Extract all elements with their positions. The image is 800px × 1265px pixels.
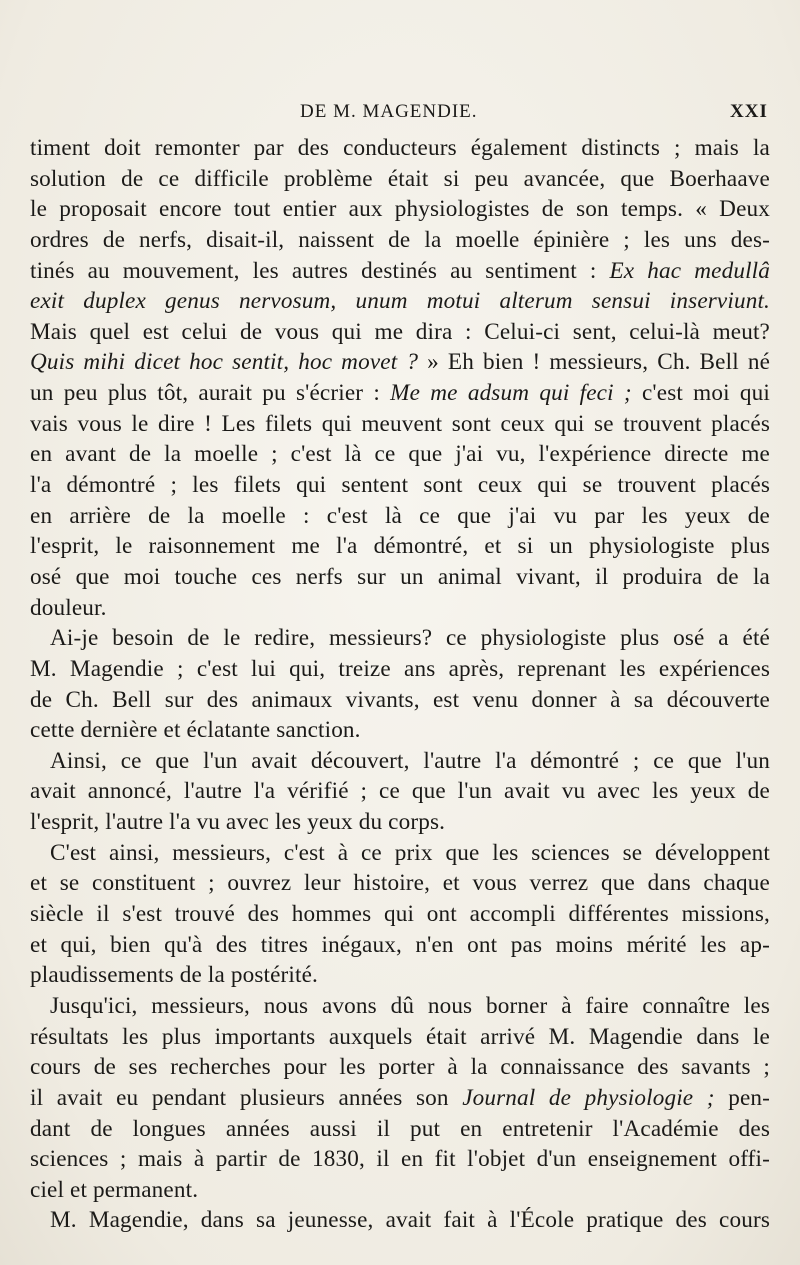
- line-text: il avait eu pendant plusieurs années son: [30, 1084, 463, 1111]
- line-text: Ainsi, ce que l'un avait découvert, l'autre l'a démontré ; ce que l'un: [50, 747, 770, 774]
- line-text: avait annoncé, l'autre l'a vérifié ; ce que l'un avait vu avec les yeux de: [30, 778, 770, 805]
- line-text: osé que moi touche ces nerfs sur un animal vivant, il produira de la: [30, 563, 770, 590]
- text-line: [30, 531, 770, 562]
- line-text: cette dernière et éclatante sanction.: [30, 717, 361, 744]
- text-line: [30, 470, 770, 501]
- running-head: [0, 97, 800, 127]
- text-line: [30, 776, 770, 807]
- text-line: [30, 133, 770, 164]
- text-line: [30, 1022, 770, 1053]
- text-line: [30, 685, 770, 716]
- line-text: l'a démontré ; les filets qui sentent sont ceux qui se trouvent placés: [30, 472, 770, 499]
- text-line: [30, 930, 770, 961]
- line-text: Ai-je besoin de le redire, messieurs? ce physiologiste plus osé a été: [50, 625, 770, 652]
- line-text: solution de ce difficile problème était si peu avancée, que Boerhaave: [30, 165, 770, 192]
- text-line: [30, 256, 770, 287]
- text-line: [30, 960, 770, 991]
- text-line: [30, 194, 770, 225]
- text-line: [30, 1144, 770, 1175]
- text-line: [30, 1052, 770, 1083]
- text-line: [30, 164, 770, 195]
- line-text: le proposait encore tout entier aux physiologistes de son temps. « Deux: [30, 196, 770, 223]
- line-text: M. Magendie, dans sa jeunesse, avait fait à l'École pratique des cours: [50, 1207, 770, 1234]
- text-line: [30, 746, 770, 777]
- text-line: [30, 286, 770, 317]
- text-line: [30, 1175, 770, 1206]
- text-line: [30, 838, 770, 869]
- line-text: résultats les plus importants auxquels était arrivé M. Magendie dans le: [30, 1023, 770, 1050]
- text-line: [30, 1205, 770, 1236]
- line-text: M. Magendie ; c'est lui qui, treize ans après, reprenant les expériences: [30, 655, 770, 682]
- text-line: [30, 501, 770, 532]
- text-line: [30, 378, 770, 409]
- text-line: [30, 1114, 770, 1145]
- line-italic-text: Ex hac medullâ: [609, 257, 770, 284]
- line-text: en arrière de la moelle : c'est là ce que j'ai vu par les yeux de: [30, 502, 770, 529]
- line-text-after: » Eh bien ! messieurs, Ch. Bell né: [418, 349, 771, 376]
- line-text: douleur.: [30, 594, 107, 621]
- text-line: [30, 868, 770, 899]
- line-text: l'esprit, l'autre l'a vu avec les yeux du corps.: [30, 809, 446, 836]
- line-text: Mais quel est celui de vous qui me dira : Celui-ci sent, celui-là meut?: [30, 318, 770, 345]
- text-line: [30, 225, 770, 256]
- line-text-after: c'est moi qui: [631, 380, 770, 407]
- line-text: l'esprit, le raisonnement me l'a démontré, et si un physiologiste plus: [30, 533, 770, 560]
- line-text: cours de ses recherches pour les porter à la connaissance des savants ;: [30, 1054, 770, 1081]
- line-text: ordres de nerfs, disait-il, naissent de la moelle épinière ; les uns des-: [30, 226, 770, 253]
- line-italic-text: Me me adsum qui feci ;: [390, 380, 632, 407]
- line-text: un peu plus tôt, aurait pu s'écrier :: [30, 380, 391, 407]
- text-line: [30, 347, 770, 378]
- line-text: vais vous le dire ! Les filets qui meuvent sont ceux qui se trouvent placés: [30, 410, 770, 437]
- running-title: DE M. MAGENDIE.: [300, 101, 478, 122]
- body-text: [30, 133, 770, 1236]
- line-text: et se constituent ; ouvrez leur histoire, et vous verrez que dans chaque: [30, 870, 770, 897]
- text-line: [30, 562, 770, 593]
- line-text: en avant de la moelle ; c'est là ce que j'ai vu, l'expérience directe me: [30, 441, 770, 468]
- line-italic-text: Quis mihi dicet hoc sentit, hoc movet ?: [30, 349, 419, 376]
- text-line: [30, 593, 770, 624]
- line-text: sciences ; mais à partir de 1830, il en fit l'objet d'un enseignement offi-: [30, 1146, 770, 1173]
- line-text: timent doit remonter par des conducteurs également distincts ; mais la: [30, 135, 770, 161]
- line-text: tinés au mouvement, les autres destinés au sentiment :: [30, 257, 610, 284]
- text-line: [30, 623, 770, 654]
- page-number: XXI: [730, 101, 768, 122]
- text-line: [30, 899, 770, 930]
- line-italic-text: Journal de physiologie ;: [462, 1084, 715, 1111]
- text-line: [30, 807, 770, 838]
- line-text: dant de longues années aussi il put en entretenir l'Académie des: [30, 1115, 770, 1142]
- text-line: [30, 439, 770, 470]
- line-text: et qui, bien qu'à des titres inégaux, n'en ont pas moins mérité les ap-: [30, 931, 770, 958]
- line-text: ciel et permanent.: [30, 1176, 199, 1203]
- line-text: de Ch. Bell sur des animaux vivants, est venu donner à sa découverte: [30, 686, 770, 713]
- text-line: [30, 317, 770, 348]
- text-line: [30, 409, 770, 440]
- text-line: [30, 654, 770, 685]
- line-italic-text: exit duplex genus nervosum, unum motui alterum sensui inserviunt.: [30, 288, 770, 315]
- line-text-after: pen-: [714, 1084, 771, 1111]
- line-text: siècle il s'est trouvé des hommes qui ont accompli différentes missions,: [30, 901, 770, 928]
- text-line: [30, 715, 770, 746]
- line-text: C'est ainsi, messieurs, c'est à ce prix que les sciences se développent: [50, 839, 770, 866]
- text-line: [30, 991, 770, 1022]
- line-text: Jusqu'ici, messieurs, nous avons dû nous borner à faire connaître les: [50, 992, 770, 1019]
- text-line: [30, 1083, 770, 1114]
- line-text: plaudissements de la postérité.: [30, 962, 318, 989]
